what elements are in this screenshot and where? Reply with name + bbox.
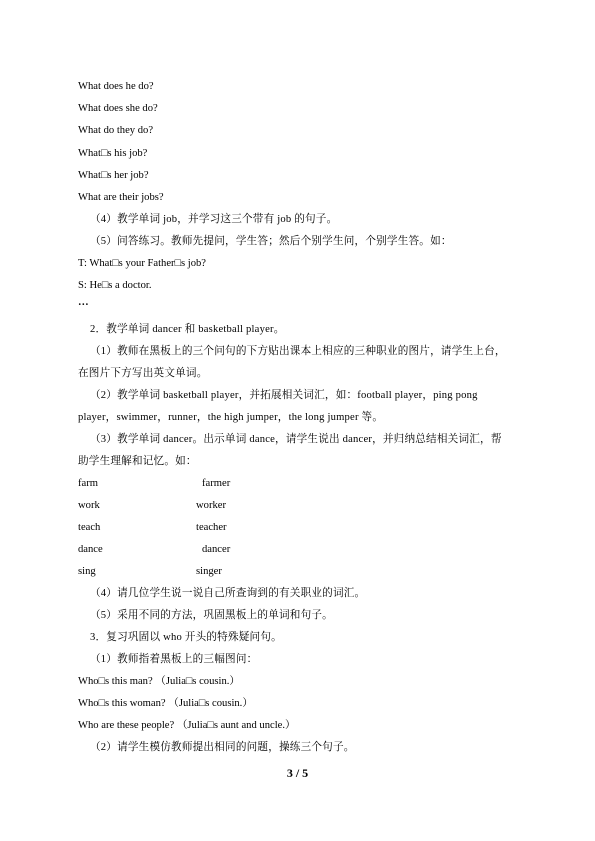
base-word: sing [78, 566, 96, 577]
derived-word: singer [196, 566, 222, 577]
question-line: What□s her job? [78, 170, 149, 181]
base-word: dance [78, 544, 103, 555]
question-line: What does he do? [78, 81, 154, 92]
word-pair-row [78, 499, 227, 512]
step-line: （5）问答练习。教师先提问，学生答；然后个别学生问，个别学生答。如： [90, 236, 452, 247]
base-word: teach [78, 522, 101, 533]
paragraph-line: 助学生理解和记忆。如： [78, 456, 197, 467]
question-line: What do they do? [78, 125, 154, 136]
derived-word: teacher [196, 522, 227, 533]
word-pair-row [78, 477, 231, 490]
paragraph-line: （2）教学单词 basketball player，并拓展相关词汇，如：football player，ping pong [90, 390, 478, 401]
question-line: Who□s this woman? （Julia□s cousin.） [78, 698, 253, 709]
question-line: Who□s this man? （Julia□s cousin.） [78, 676, 240, 687]
step-line: （4）教学单词 job，并学习这三个带有 job 的句子。 [90, 214, 338, 225]
word-pair-row [78, 565, 222, 578]
paragraph-line: player，swimmer，runner，the high jumper，the long jumper 等。 [78, 412, 384, 423]
section-heading: 3．复习巩固以 who 开头的特殊疑问句。 [90, 632, 282, 643]
base-word: farm [78, 478, 98, 489]
question-line: What does she do? [78, 103, 158, 114]
paragraph-line: （2）请学生模仿教师提出相同的问题，操练三个句子。 [90, 742, 355, 753]
question-line: Who are these people? （Julia□s aunt and uncle.） [78, 720, 296, 731]
question-line: What□s his job? [78, 148, 148, 159]
dialogue-line: T: What□s your Father□s job? [78, 258, 206, 269]
paragraph-line: （3）教学单词 dancer。出示单词 dance，请学生说出 dancer，并归纳总结相关词汇，帮 [90, 434, 502, 445]
paragraph-line: （1）教师指着黑板上的三幅图问： [90, 654, 258, 665]
paragraph-line: （1）教师在黑板上的三个问句的下方贴出课本上相应的三种职业的图片，请学生上台， [90, 346, 506, 357]
base-word: work [78, 500, 100, 511]
paragraph-line: （5）采用不同的方法，巩固黑板上的单词和句子。 [90, 610, 333, 621]
section-heading: 2．教学单词 dancer 和 basketball player。 [90, 324, 285, 335]
derived-word: worker [196, 500, 227, 511]
question-line: What are their jobs? [78, 192, 164, 203]
paragraph-line: （4）请几位学生说一说自己所查询到的有关职业的词汇。 [90, 588, 366, 599]
word-pair-row [78, 543, 231, 556]
word-pair-row [78, 521, 227, 534]
page-number: 3 / 5 [286, 766, 309, 780]
ellipsis: … [78, 297, 89, 308]
dialogue-line: S: He□s a doctor. [78, 280, 152, 291]
derived-word: dancer [202, 544, 231, 555]
paragraph-line: 在图片下方写出英文单词。 [78, 368, 208, 379]
derived-word: farmer [202, 478, 231, 489]
